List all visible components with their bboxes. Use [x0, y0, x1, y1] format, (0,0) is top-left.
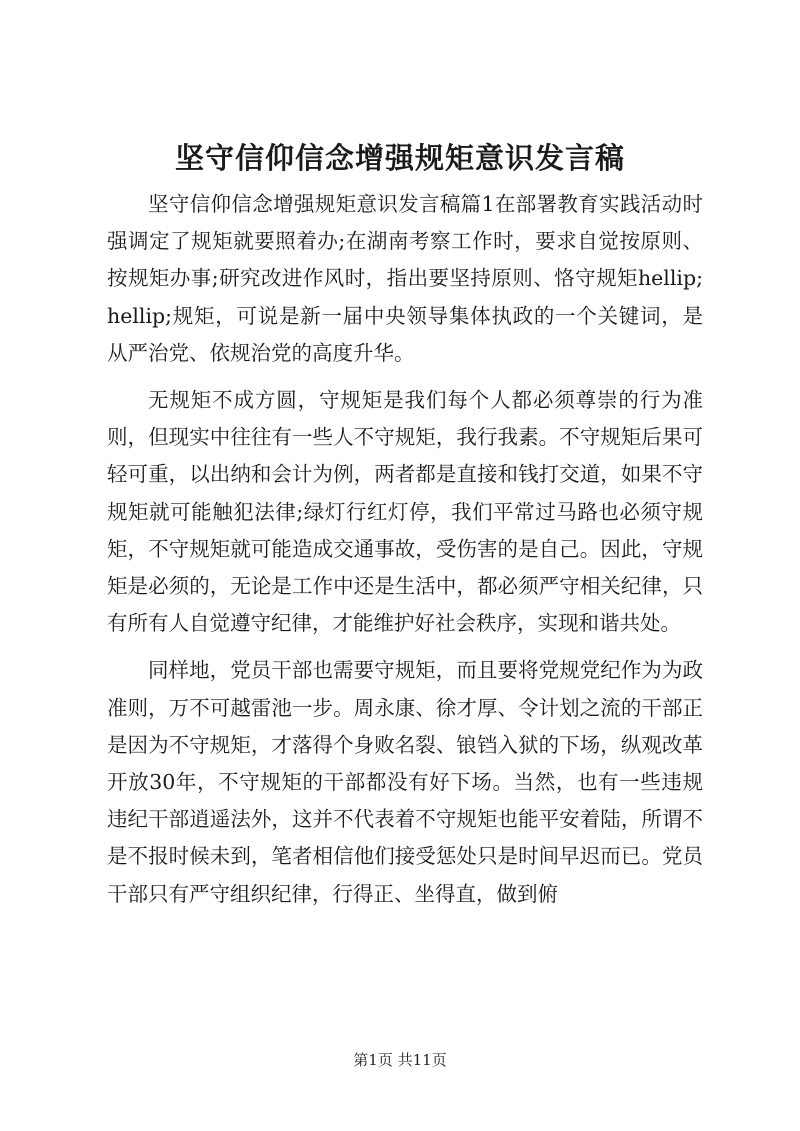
document-body: [107, 186, 703, 923]
paragraph-2: 无规矩不成方圆，守规矩是我们每个人都必须尊崇的行为准则，但现实中往往有一些人不守规矩，我行我素。不守规矩后果可轻可重，以出纳和会计为例，两者都是直接和钱打交道，如果不守规矩就可能触犯法律;绿灯行红灯停，我们平常过马路也必须守规矩，不守规矩就可能造成交通事故，受伤害的是自己。因此，守规矩是必须的，无论是工作中还是生活中，都必须严守相关纪律，只有所有人自觉遵守纪律，才能维护好社会秩序，实现和谐共处。: [107, 388, 703, 636]
paragraph-3: 同样地，党员干部也需要守规矩，而且要将党规党纪作为为政准则，万不可越雷池一步。周永康、徐才厚、令计划之流的干部正是因为不守规矩，才落得个身败名裂、锒铛入狱的下场，纵观改革开放30年，不守规矩的干部都没有好下场。当然，也有一些违规违纪干部逍遥法外，这并不代表着不守规矩也能平安着陆，所谓不是不报时候未到，笔者相信他们接受惩处只是时间早迟而已。党员干部只有严守组织纪律，行得正、坐得直，做到俯: [107, 658, 703, 906]
page-footer: 第1页 共11页: [353, 1051, 447, 1069]
document-title: 坚守信仰信念增强规矩意识发言稿: [174, 141, 625, 175]
paragraph-1: 坚守信仰信念增强规矩意识发言稿篇1在部署教育实践活动时强调定了规矩就要照着办;在湖南考察工作时，要求自觉按原则、按规矩办事;研究改进作风时，指出要坚持原则、恪守规矩hellip;hellip;规矩，可说是新一届中央领导集体执政的一个关键词，是从严治党、依规治党的高度升华。: [107, 192, 703, 365]
